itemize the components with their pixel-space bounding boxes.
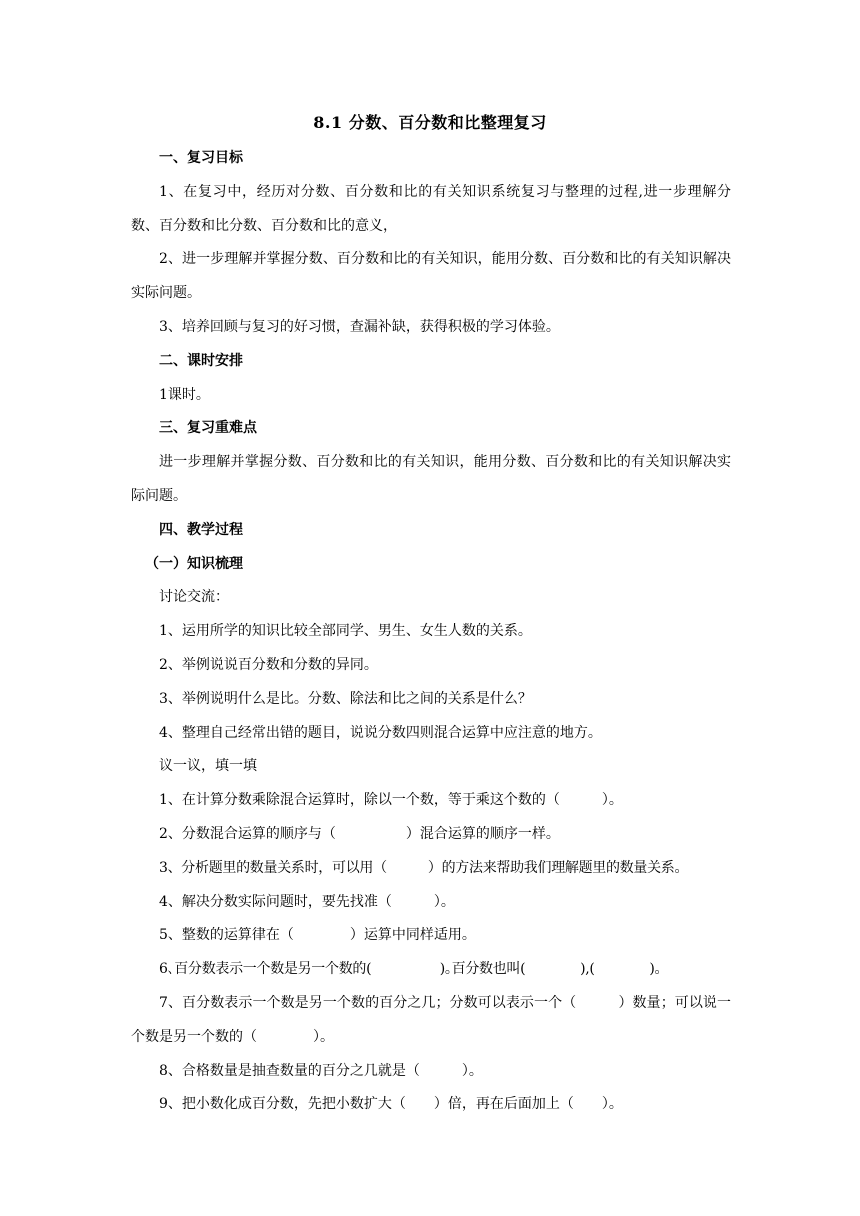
discussion-item-3: 3、举例说明什么是比。分数、除法和比之间的关系是什么？ (159, 690, 532, 707)
fill-item-1: 1、在计算分数乘除混合运算时，除以一个数，等于乘这个数的（ ）。 (159, 792, 623, 809)
fill-item-3: 3、分析题里的数量关系时，可以用（ ）的方法来帮助我们理解题里的数量关系。 (159, 859, 689, 876)
discussion-item-4: 4、整理自己经常出错的题目，说说分数四则混合运算中应注意的地方。 (159, 724, 602, 741)
page-title: 8.1 分数、百分数和比整理复习 (313, 113, 547, 132)
fill-item-8: 8、合格数量是抽查数量的百分之几就是（ ）。 (159, 1062, 483, 1079)
section-heading-process: 四、教学过程 (159, 521, 243, 538)
fill-item-4: 4、解决分数实际问题时，要先找准（ ）。 (159, 893, 455, 910)
section-heading-schedule: 二、课时安排 (159, 352, 243, 369)
paragraph-schedule: 1课时。 (159, 386, 210, 403)
paragraph-objective-1: 1、在复习中，经历对分数、百分数和比的有关知识系统复习与整理的过程,进一步理解分数、百分数和比分数、百分数和比的意义， (131, 183, 731, 234)
fill-item-6: 6､百分数表示一个数是另一个数的( )｡百分数也叫( ),( )｡ (159, 961, 662, 978)
paragraph-key-points: 进一步理解并掌握分数、百分数和比的有关知识，能用分数、百分数和比的有关知识解决实际问题。 (131, 454, 731, 504)
section-heading-objectives: 一、复习目标 (159, 150, 243, 166)
section-heading-key-points: 三、复习重难点 (159, 420, 257, 437)
fill-item-7: 7、百分数表示一个数是另一个数的百分之几；分数可以表示一个（ ）数量；可以说一个数是另一个数的（ ）。 (131, 994, 731, 1045)
fill-item-9: 9、把小数化成百分数，先把小数扩大（ ）倍，再在后面加上（ ）。 (159, 1096, 623, 1113)
document-body (131, 142, 731, 1122)
paragraph-discussion-label: 讨论交流： (159, 589, 229, 606)
fill-item-5: 5、整数的运算律在（ ）运算中同样适用。 (159, 927, 476, 944)
paragraph-objective-3: 3、培养回顾与复习的好习惯，查漏补缺，获得积极的学习体验。 (159, 318, 560, 335)
fill-item-2: 2、分数混合运算的顺序与（ ）混合运算的顺序一样。 (159, 825, 560, 842)
subsection-heading-knowledge: （一）知识梳理 (145, 555, 243, 572)
paragraph-objective-2: 2、进一步理解并掌握分数、百分数和比的有关知识，能用分数、百分数和比的有关知识解决实际问题。 (131, 251, 731, 302)
paragraph-fill-label: 议一议，填一填 (159, 758, 257, 775)
discussion-item-1: 1、运用所学的知识比较全部同学、男生、女生人数的关系。 (159, 623, 532, 640)
discussion-item-2: 2、举例说说百分数和分数的异同。 (159, 656, 378, 673)
